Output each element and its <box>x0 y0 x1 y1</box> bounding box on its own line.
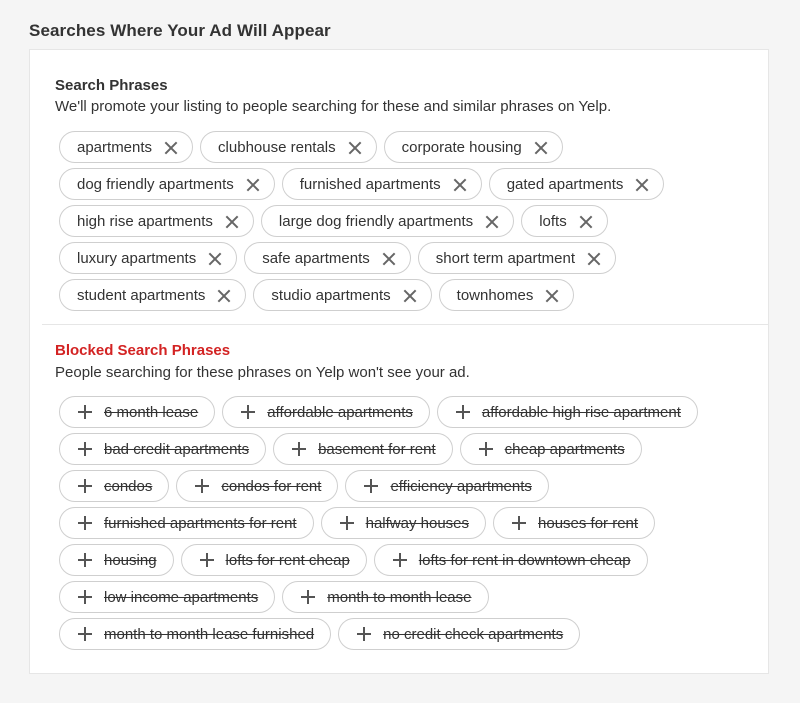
chip-label: efficiency apartments <box>390 477 532 495</box>
plus-icon[interactable] <box>78 553 92 567</box>
chip-label: condos <box>104 477 153 495</box>
plus-icon[interactable] <box>479 442 493 456</box>
search-phrase-row <box>59 279 739 316</box>
blocked-phrase-chip[interactable] <box>222 396 430 428</box>
blocked-phrase-list <box>59 396 739 655</box>
blocked-phrase-row <box>59 581 739 618</box>
search-phrase-chip[interactable] <box>59 205 254 237</box>
remove-icon[interactable] <box>382 252 395 265</box>
search-phrase-chip[interactable] <box>489 168 665 200</box>
chip-label: townhomes <box>456 286 534 304</box>
chip-label: cheap apartments <box>504 440 625 458</box>
blocked-phrases-title: Blocked Search Phrases <box>55 342 231 359</box>
chip-label: short term apartment <box>435 249 575 267</box>
remove-icon[interactable] <box>217 289 230 302</box>
chip-label: month to month lease <box>327 588 472 606</box>
remove-icon[interactable] <box>246 178 259 191</box>
remove-icon[interactable] <box>534 141 547 154</box>
remove-icon[interactable] <box>453 178 466 191</box>
chip-label: houses for rent <box>538 514 639 532</box>
blocked-phrase-chip[interactable] <box>282 581 488 613</box>
chip-label: corporate housing <box>401 138 522 156</box>
chip-label: high rise apartments <box>77 212 213 230</box>
search-phrases-card <box>29 49 769 674</box>
plus-icon[interactable] <box>78 590 92 604</box>
remove-icon[interactable] <box>403 289 416 302</box>
chip-label: lofts for rent in downtown cheap <box>418 551 631 569</box>
plus-icon[interactable] <box>512 516 526 530</box>
plus-icon[interactable] <box>357 627 371 641</box>
search-phrase-chip[interactable] <box>253 279 431 311</box>
chip-label: affordable apartments <box>267 403 413 421</box>
blocked-phrase-chip[interactable] <box>493 507 655 539</box>
search-phrase-row <box>59 131 739 168</box>
plus-icon[interactable] <box>78 405 92 419</box>
chip-label: halfway houses <box>365 514 470 532</box>
blocked-phrase-chip[interactable] <box>59 618 331 650</box>
search-phrase-chip[interactable] <box>384 131 563 163</box>
search-phrase-row <box>59 168 739 205</box>
chip-label: safe apartments <box>262 249 370 267</box>
plus-icon[interactable] <box>340 516 354 530</box>
plus-icon[interactable] <box>78 479 92 493</box>
blocked-phrase-chip[interactable] <box>437 396 698 428</box>
chip-label: luxury apartments <box>77 249 197 267</box>
blocked-phrase-chip[interactable] <box>59 470 169 502</box>
search-phrases-title: Search Phrases <box>55 77 168 94</box>
chip-label: furnished apartments for rent <box>104 514 297 532</box>
search-phrase-chip[interactable] <box>59 168 275 200</box>
plus-icon[interactable] <box>301 590 315 604</box>
blocked-phrase-row <box>59 470 739 507</box>
chip-label: furnished apartments <box>299 175 441 193</box>
chip-label: 6 month lease <box>104 403 199 421</box>
chip-label: lofts <box>539 212 567 230</box>
plus-icon[interactable] <box>78 516 92 530</box>
chip-label: dog friendly apartments <box>77 175 234 193</box>
blocked-phrases-description: People searching for these phrases on Yelp won't see your ad. <box>55 364 470 381</box>
chip-label: housing <box>104 551 157 569</box>
chip-label: basement for rent <box>318 440 436 458</box>
blocked-phrase-chip[interactable] <box>59 507 314 539</box>
search-phrase-chip[interactable] <box>418 242 616 274</box>
remove-icon[interactable] <box>579 215 592 228</box>
blocked-phrase-row <box>59 433 739 470</box>
chip-label: student apartments <box>77 286 206 304</box>
blocked-phrase-chip[interactable] <box>59 544 174 576</box>
blocked-phrase-chip[interactable] <box>176 470 338 502</box>
search-phrase-chip[interactable] <box>59 279 246 311</box>
plus-icon[interactable] <box>78 627 92 641</box>
chip-label: gated apartments <box>506 175 624 193</box>
chip-label: bad credit apartments <box>104 440 250 458</box>
blocked-phrase-chip[interactable] <box>59 581 275 613</box>
blocked-phrase-row <box>59 396 739 433</box>
page-title: Searches Where Your Ad Will Appear <box>29 21 331 40</box>
search-phrase-list <box>59 131 739 316</box>
plus-icon[interactable] <box>292 442 306 456</box>
search-phrase-row <box>59 205 739 242</box>
plus-icon[interactable] <box>195 479 209 493</box>
chip-label: clubhouse rentals <box>218 138 336 156</box>
blocked-phrase-chip[interactable] <box>338 618 580 650</box>
chip-label: month to month lease furnished <box>104 625 315 643</box>
plus-icon[interactable] <box>78 442 92 456</box>
search-phrase-chip[interactable] <box>261 205 514 237</box>
search-phrase-chip[interactable] <box>282 168 482 200</box>
blocked-phrase-chip[interactable] <box>345 470 548 502</box>
chip-label: condos for rent <box>221 477 322 495</box>
remove-icon[interactable] <box>485 215 498 228</box>
blocked-phrase-row <box>59 544 739 581</box>
remove-icon[interactable] <box>545 289 558 302</box>
search-phrase-chip[interactable] <box>244 242 411 274</box>
search-phrase-chip[interactable] <box>439 279 575 311</box>
chip-label: apartments <box>77 138 153 156</box>
search-phrases-description: We'll promote your listing to people searching for these and similar phrases on Yelp. <box>55 98 612 115</box>
blocked-phrase-chip[interactable] <box>460 433 642 465</box>
remove-icon[interactable] <box>225 215 238 228</box>
section-divider <box>42 324 768 325</box>
blocked-phrase-chip[interactable] <box>273 433 453 465</box>
chip-label: no credit check apartments <box>383 625 564 643</box>
remove-icon[interactable] <box>587 252 600 265</box>
remove-icon[interactable] <box>164 141 177 154</box>
plus-icon[interactable] <box>200 553 214 567</box>
remove-icon[interactable] <box>635 178 648 191</box>
chip-label: affordable high rise apartment <box>481 403 681 421</box>
chip-label: lofts for rent cheap <box>225 551 350 569</box>
plus-icon[interactable] <box>456 405 470 419</box>
blocked-phrase-chip[interactable] <box>374 544 648 576</box>
search-phrase-chip[interactable] <box>59 242 237 274</box>
search-phrase-row <box>59 242 739 279</box>
blocked-phrase-row <box>59 507 739 544</box>
blocked-phrase-chip[interactable] <box>181 544 367 576</box>
plus-icon[interactable] <box>364 479 378 493</box>
search-phrase-chip[interactable] <box>200 131 377 163</box>
chip-label: low income apartments <box>104 588 259 606</box>
remove-icon[interactable] <box>348 141 361 154</box>
search-phrase-chip[interactable] <box>521 205 608 237</box>
chip-label: studio apartments <box>271 286 391 304</box>
plus-icon[interactable] <box>393 553 407 567</box>
blocked-phrase-row <box>59 618 739 655</box>
chip-label: large dog friendly apartments <box>278 212 474 230</box>
blocked-phrase-chip[interactable] <box>59 396 215 428</box>
search-phrase-chip[interactable] <box>59 131 193 163</box>
remove-icon[interactable] <box>208 252 221 265</box>
blocked-phrase-chip[interactable] <box>59 433 266 465</box>
plus-icon[interactable] <box>241 405 255 419</box>
blocked-phrase-chip[interactable] <box>321 507 486 539</box>
